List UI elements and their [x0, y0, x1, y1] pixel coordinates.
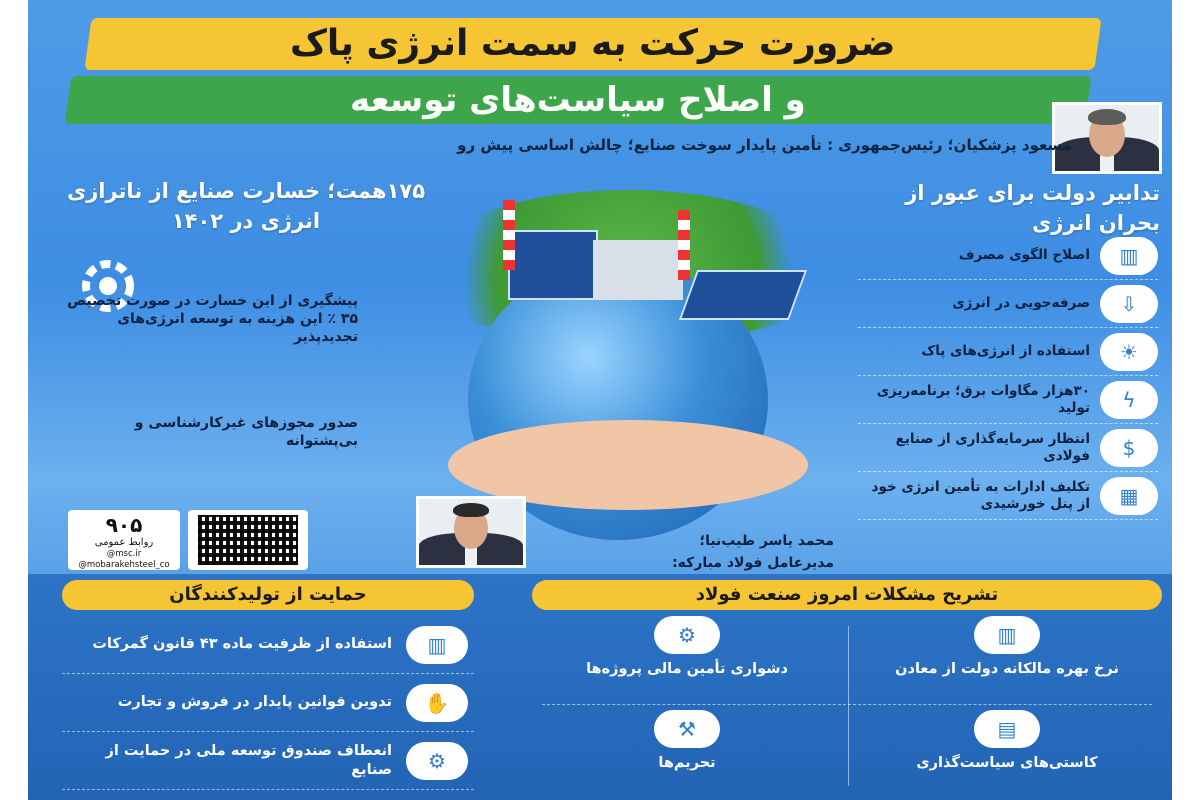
losses-title: ۱۷۵همت؛ خسارت صنایع از ناترازی انرژی در ۱۴۰۲ — [66, 179, 426, 233]
infographic-poster — [28, 0, 1172, 800]
problem-item — [542, 616, 832, 702]
ceo-role: مدیرعامل فولاد مبارکه: — [672, 555, 834, 571]
chimney-shape — [503, 200, 515, 270]
factory-shape — [593, 240, 683, 300]
document-icon: ▤ — [974, 710, 1040, 748]
gear-icon: ⚙ — [406, 742, 468, 780]
problem-item — [862, 616, 1152, 702]
support-label: تدوین قوانین پایدار در فروش و تجارت — [117, 694, 392, 710]
measure-item — [858, 376, 1158, 424]
logo-website: @msc.ir — [106, 549, 142, 559]
panel-icon: ▦ — [1100, 477, 1158, 515]
arrow-down-icon: ⇩ — [1100, 285, 1158, 323]
producer-support-list — [62, 616, 474, 790]
solar-panel-shape — [679, 270, 807, 320]
support-label: استفاده از ظرفیت ماده ۴۳ قانون گمرکات — [92, 636, 392, 652]
logo-mark: ۹۰۵ — [105, 513, 143, 537]
measure-label: انتظار سرمایه‌گذاری از صنایع فولادی — [895, 430, 1090, 464]
qr-code — [188, 510, 308, 570]
measure-label: استفاده از انرژی‌های پاک — [921, 343, 1090, 359]
measures-title: تدابیر دولت برای عبور از بحران انرژی — [905, 181, 1160, 235]
problem-item — [542, 710, 832, 796]
globe-illustration — [388, 190, 868, 500]
logo-subtitle: روابط عمومی — [94, 537, 154, 548]
chimney-shape — [678, 210, 690, 280]
money-icon: $ — [1100, 429, 1158, 467]
measure-item — [858, 280, 1158, 328]
permits-text: صدور مجوزهای غیرکارشناسی و بی‌پشتوانه — [134, 415, 358, 449]
qr-pattern — [198, 515, 298, 565]
company-logo — [68, 510, 180, 570]
support-item — [62, 674, 474, 732]
title-banner-bottom — [65, 76, 1092, 124]
support-label: انعطاف صندوق توسعه ملی در حمایت از صنایع — [105, 742, 392, 778]
hair-shape — [1088, 109, 1126, 125]
steel-problems-title: تشریح مشکلات امروز صنعت فولاد — [532, 580, 1162, 610]
lightning-icon: ϟ — [1100, 381, 1158, 419]
measure-label: اصلاح الگوی مصرف — [958, 247, 1090, 263]
problem-label: نرخ بهره مالکانه دولت از معادن — [895, 661, 1119, 677]
ceo-caption — [534, 530, 834, 574]
logo-social: @mobarakehsteel_co — [78, 560, 170, 570]
problem-label: کاستی‌های سیاست‌گذاری — [916, 755, 1098, 771]
hair-shape — [453, 503, 489, 517]
measure-label: تکلیف ادارات به تأمین انرژی خود از پنل خورشیدی — [871, 478, 1090, 512]
chart-icon: ▥ — [1100, 237, 1158, 275]
gear-hand-icon: ⚙ — [654, 616, 720, 654]
measures-list — [858, 232, 1158, 520]
measure-label: ۳۰هزار مگاوات برق؛ برنامه‌ریزی تولید — [876, 382, 1090, 416]
support-item — [62, 732, 474, 790]
steel-problems-grid — [532, 616, 1162, 796]
ceo-photo — [416, 496, 526, 568]
president-quote: مسعود پزشکیان؛ رئیس‌جمهوری : تأمین پایدار سوخت صنایع؛ چالش اساسی پیش رو — [457, 136, 1072, 154]
handshake-icon: ✋ — [406, 684, 468, 722]
gavel-icon: ⚒ — [654, 710, 720, 748]
measure-item — [858, 328, 1158, 376]
prevention-text: پیشگیری از این خسارت در صورت تخصیص ۳۵ ٪ این هزینه به توسعه انرژی‌های تجدیدپذیر — [67, 293, 358, 345]
problem-label: دشواری تأمین مالی پروژه‌ها — [586, 661, 788, 677]
chart-icon: ▥ — [974, 616, 1040, 654]
measure-item — [858, 232, 1158, 280]
solar-icon: ☀ — [1100, 333, 1158, 371]
grid-divider-vertical — [848, 626, 849, 786]
support-item — [62, 616, 474, 674]
problem-item — [862, 710, 1152, 796]
title-line-1: ضرورت حرکت به سمت انرژی پاک — [290, 23, 896, 64]
chart-icon: ▥ — [406, 626, 468, 664]
producer-support-title: حمایت از تولیدکنندگان — [62, 580, 474, 610]
title-line-2: و اصلاح سیاست‌های توسعه — [350, 80, 806, 120]
measure-label: صرفه‌جویی در انرژی — [952, 295, 1090, 311]
problem-label: تحریم‌ها — [658, 755, 716, 771]
ceo-name: محمد یاسر طیب‌نیا؛ — [699, 533, 834, 549]
measure-item — [858, 472, 1158, 520]
measure-item — [858, 424, 1158, 472]
title-banner-top — [84, 18, 1101, 70]
solar-panel-shape — [508, 230, 598, 300]
grid-divider-horizontal — [542, 704, 1152, 705]
